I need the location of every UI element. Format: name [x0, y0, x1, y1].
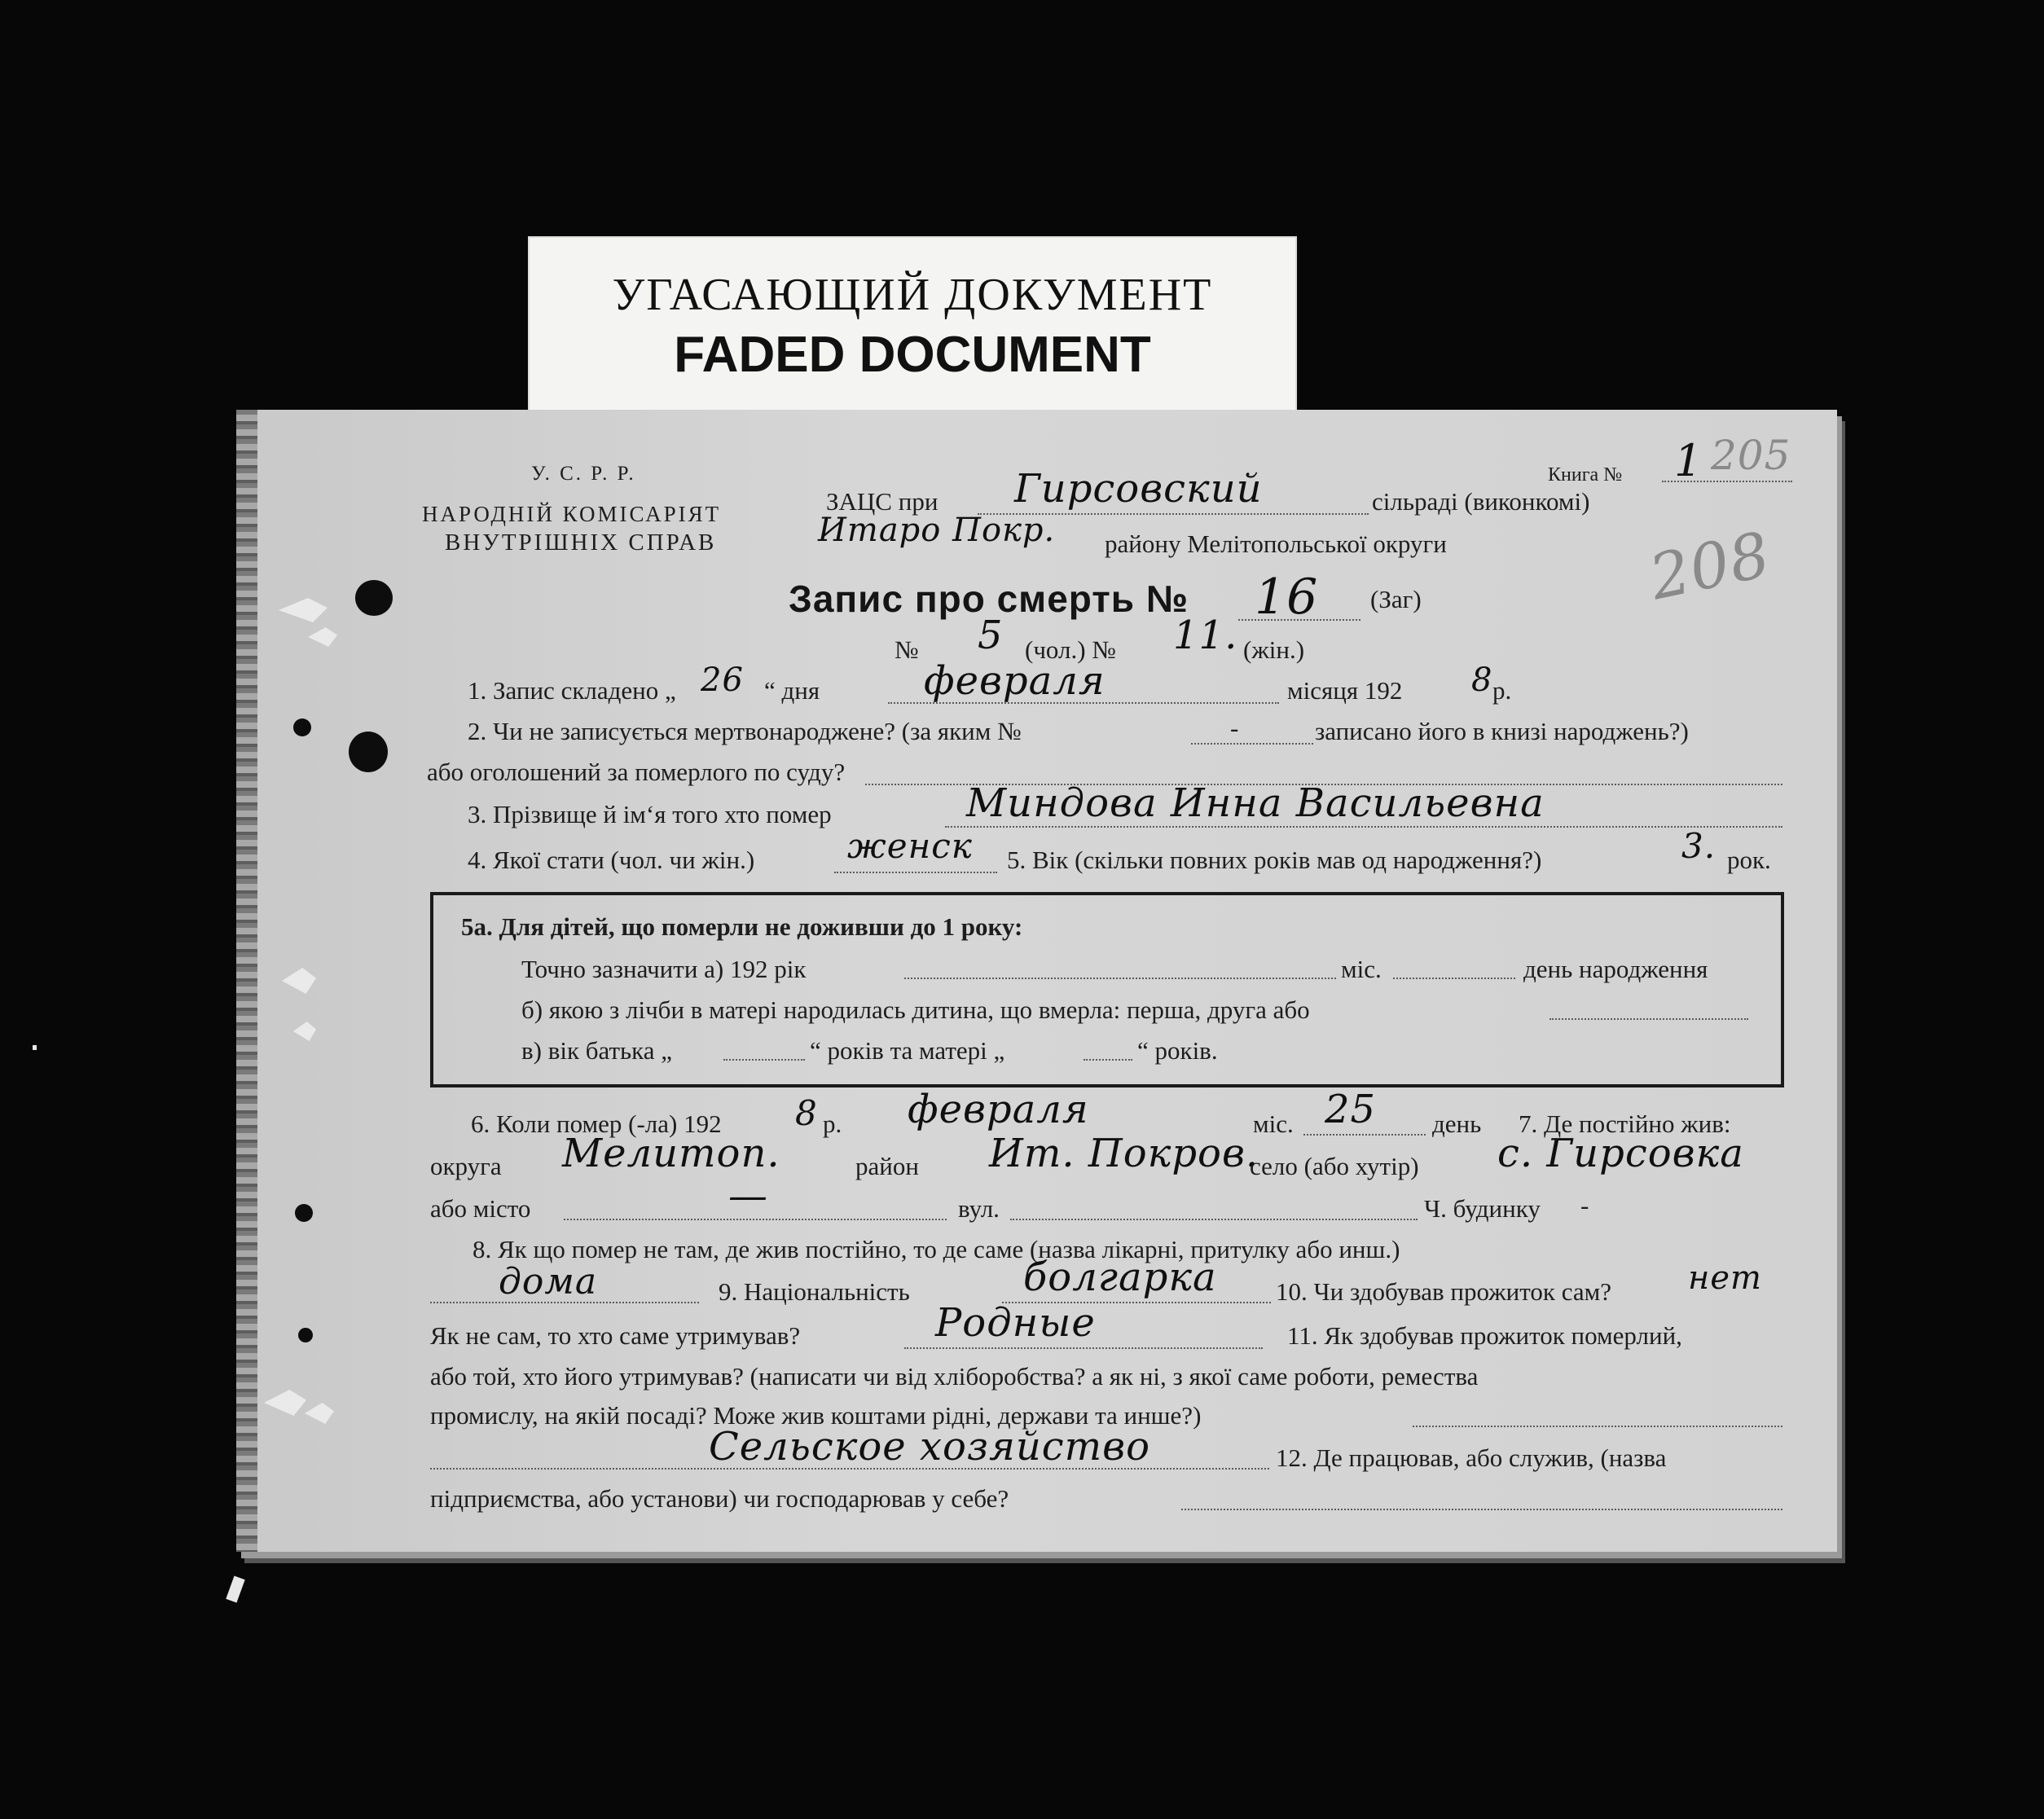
f7-vul-label: вул.: [958, 1194, 1000, 1223]
pencil-number: 205: [1711, 432, 1791, 479]
f2-line: [1191, 743, 1313, 745]
district-suffix: району Мелітопольської округи: [1105, 529, 1447, 558]
f2-label2: записано його в книзі народжень?): [1315, 717, 1689, 745]
f11-label: 11. Як здобував прожиток померлий,: [1287, 1321, 1682, 1350]
banner-en: FADED DOCUMENT: [674, 327, 1151, 383]
f5a-line3a: в) вік батька „: [521, 1036, 673, 1065]
banner-ru: УГАСАЮЩИЙ ДОКУМЕНТ: [612, 270, 1213, 320]
f1-day: 26: [701, 661, 744, 699]
f7-okruga-value: Мелитоп.: [562, 1131, 780, 1176]
district-value: Итаро Покр.: [818, 512, 1056, 549]
f7-selo-label: село (або хутір): [1250, 1152, 1419, 1180]
punch-hole: [295, 1204, 313, 1222]
f6-den: день: [1432, 1109, 1482, 1138]
f6-mis: міс.: [1253, 1109, 1294, 1138]
f5-age: 3.: [1681, 826, 1717, 866]
pencil-mark: 208: [1643, 517, 1777, 614]
f6-year-digit: 8: [795, 1093, 818, 1133]
record-number: 16: [1255, 569, 1319, 626]
punch-hole: [293, 718, 311, 736]
f11-line2: або той, хто його утримував? (написати чи від хліборобства? а як ні, з якої саме роботи, ремества: [430, 1362, 1479, 1391]
record-title: Запис про смерть №: [789, 578, 1189, 620]
card-bound-edge: [236, 410, 257, 1552]
f3-label: 3. Прізвище й ім‘я того хто помер: [468, 800, 832, 828]
faded-document-banner: [530, 238, 1295, 425]
f10-label: 10. Чи здобував прожиток сам?: [1276, 1277, 1611, 1306]
f7-misto-label: або місто: [430, 1194, 531, 1223]
f2-label3: або оголошений за померлого по суду?: [427, 758, 846, 786]
f5a-line1-year: [904, 978, 1336, 979]
f1-year-digit: 8: [1471, 661, 1493, 699]
f7-bud-label: Ч. будинку: [1424, 1194, 1541, 1223]
punch-hole: [298, 1328, 313, 1342]
f9-value: болгарка: [1023, 1254, 1217, 1300]
f1-mid: “ дня: [764, 676, 820, 705]
f6-day-line: [1303, 1134, 1426, 1136]
f7-bud-value: -: [1580, 1191, 1589, 1219]
f5a-line1-month: [1393, 978, 1515, 979]
f8-line: [430, 1302, 699, 1303]
f3-name: Миндова Инна Васильевна: [966, 780, 1545, 826]
female-label: (жін.): [1243, 635, 1305, 664]
f4-label: 4. Якої стати (чол. чи жін.): [468, 846, 755, 874]
f10-value2: Родные: [935, 1300, 1096, 1346]
f11-value: Сельское хозяйство: [709, 1424, 1151, 1470]
record-suffix: (Заг): [1370, 585, 1422, 613]
f5a-line1a: Точно зазначити а) 192 рік: [521, 955, 807, 983]
org-line-2: НАРОДНІЙ КОМІСАРІЯТ: [422, 502, 722, 526]
f1-end: р.: [1492, 676, 1512, 705]
f6-month: февраля: [908, 1087, 1089, 1132]
f7-rayon-label: район: [855, 1152, 919, 1180]
f11-line3: промислу, на якій посаді? Може жив коштами рідні, держави та инше?): [430, 1401, 1202, 1430]
f8-value: дома: [499, 1261, 598, 1303]
f5a-line2: б) якою з лічби в матері народилась дитина, що вмерла: перша, друга або: [521, 995, 1310, 1024]
org-line-1: У. С. Р. Р.: [531, 463, 636, 485]
f4-sex: женск: [847, 826, 973, 866]
f5-unit: рок.: [1727, 846, 1771, 874]
f10-value: нет: [1688, 1259, 1762, 1297]
f7-rayon-value: Ит. Покров.: [989, 1131, 1259, 1176]
f4-line: [834, 872, 997, 873]
f10-label2: Як не сам, то хто саме утримував?: [430, 1321, 801, 1350]
f7-vul-line: [1010, 1219, 1418, 1220]
f6-day: 25: [1325, 1087, 1377, 1132]
f11-line3-rule: [1413, 1426, 1782, 1427]
male-label: (чол.) №: [1025, 635, 1116, 664]
male-number: 5: [978, 613, 1004, 658]
punch-hole: [349, 732, 388, 772]
book-number-line: [1662, 481, 1792, 482]
f7-selo-value: с. Гирсовка: [1497, 1131, 1744, 1176]
dust-speck: [33, 1045, 37, 1050]
record-number-line: [1238, 619, 1360, 621]
f6-p: р.: [823, 1109, 842, 1138]
no-label: №: [895, 635, 919, 664]
f7-misto-value: —: [728, 1173, 768, 1219]
org-line-3: ВНУТРІШНІХ СПРАВ: [445, 529, 717, 556]
f5a-line3b: “ років та матері „: [810, 1036, 1005, 1065]
f1-month-line: [888, 702, 1279, 704]
village-council-suffix: сільраді (виконкомі): [1372, 487, 1590, 516]
f12-line2-rule: [1181, 1509, 1782, 1510]
f5a-mother-line: [1084, 1059, 1132, 1061]
f5a-line2-rule: [1549, 1018, 1748, 1020]
female-number: 11.: [1173, 613, 1238, 658]
paper-fragment: [226, 1576, 244, 1603]
zags-label: ЗАЦС при: [826, 487, 938, 516]
book-label: Книга №: [1548, 464, 1623, 486]
f8-label: 8. Як що помер не там, де жив постійно, то де саме (назва лікарні, притулку або инш.): [473, 1235, 1400, 1263]
f5a-title: 5а. Для дітей, що померли не доживши до 1 року:: [461, 912, 1023, 941]
f5a-line1c: день народження: [1523, 955, 1708, 983]
f5-label: 5. Вік (скільки повних років мав од народження?): [1007, 846, 1542, 874]
f5a-line1b: міс.: [1341, 955, 1382, 983]
f1-month: февраля: [924, 658, 1106, 704]
f3-line: [945, 826, 1782, 828]
f10-line2: [904, 1347, 1263, 1349]
f2-dash: -: [1230, 714, 1239, 742]
f1-label: 1. Запис складено „: [468, 676, 676, 705]
f7-okruga-label: округа: [430, 1152, 502, 1180]
book-number: 1: [1674, 435, 1703, 486]
f2-label: 2. Чи не записується мертвонароджене? (за яким №: [468, 717, 1022, 745]
f12-label: 12. Де працював, або служив, (назва: [1276, 1443, 1667, 1472]
f6-label: 6. Коли помер (-ла) 192: [471, 1109, 722, 1138]
village-council-value: Гирсовский: [1014, 466, 1263, 512]
punch-hole: [355, 580, 393, 616]
f7-label: 7. Де постійно жив:: [1519, 1109, 1731, 1138]
f5a-father-line: [723, 1059, 805, 1061]
f5a-line3c: “ років.: [1137, 1036, 1218, 1065]
f1-label2: місяця 192: [1287, 676, 1403, 705]
f9-label: 9. Національність: [719, 1277, 910, 1306]
f12-line2: підприємства, або установи) чи господарював у себе?: [430, 1484, 1009, 1513]
f7-misto-line: [564, 1219, 947, 1220]
